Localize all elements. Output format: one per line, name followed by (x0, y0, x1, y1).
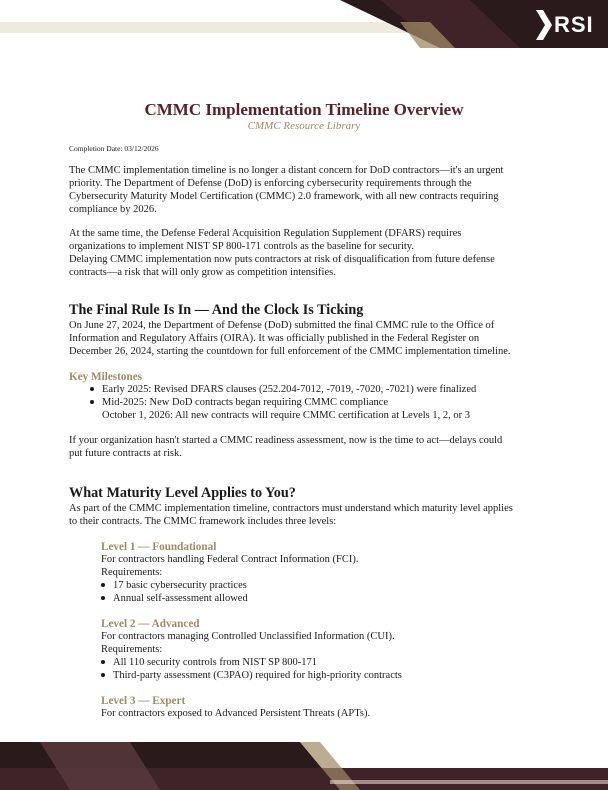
logo-mark-icon (536, 10, 552, 40)
section1-closing-line: put future contracts at risk. (69, 448, 182, 459)
level1-desc: For contractors handling Federal Contract Information (FCI). (101, 554, 359, 565)
intro-line: priority. The Department of Defense (DoD) is enforcing cybersecurity requirements through the (69, 178, 472, 189)
logo-text: RSI (554, 12, 594, 37)
bullet-icon (101, 673, 105, 677)
level1-req-label: Requirements: (101, 567, 163, 578)
milestone-item: Mid-2025: New DoD contracts began requiring CMMC compliance (90, 397, 388, 410)
level1-req: 17 basic cybersecurity practices (101, 580, 247, 593)
completion-date: Completion Date: 03/12/2026 (69, 144, 159, 153)
rsi-logo (536, 10, 598, 40)
intro-line: compliance by 2026. (69, 204, 157, 215)
section2-line: to their contracts. The CMMC framework includes three levels: (69, 516, 337, 527)
milestones-heading: Key Milestones (69, 371, 143, 383)
level1-req: Annual self-assessment allowed (101, 593, 248, 606)
level2-desc: For contractors managing Controlled Unclassified Information (CUI). (101, 631, 395, 642)
bullet-icon (101, 660, 105, 664)
section1-line: Information and Regulatory Affairs (OIRA). It was officially published in the Federal Register on (69, 333, 480, 344)
level2-req-label: Requirements: (101, 644, 163, 655)
para2-line: At the same time, the Defense Federal Acquisition Regulation Supplement (DFARS) requires (69, 228, 462, 239)
level3-desc: For contractors exposed to Advanced Persistent Threats (APTs). (101, 708, 371, 719)
milestone-item: Early 2025: Revised DFARS clauses (252.204-7012, -7019, -7020, -7021) were finalized (90, 384, 476, 397)
para2-line: contracts—a risk that will only grow as competition intensifies. (69, 267, 336, 278)
level2-title: Level 2 — Advanced (101, 618, 200, 630)
para2-line: Delaying CMMC implementation now puts contractors at risk of disqualification from future defense (69, 254, 495, 265)
level3-title: Level 3 — Expert (101, 695, 186, 707)
level2-req: Third-party assessment (C3PAO) required for high-priority contracts (101, 670, 402, 683)
intro-line: The CMMC implementation timeline is no longer a distant concern for DoD contractors—it's an urgent (69, 165, 504, 176)
bullet-icon (90, 387, 94, 391)
bullet-icon (90, 400, 94, 404)
milestone-item: October 1, 2026: All new contracts will require CMMC certification at Levels 1, 2, or 3 (102, 410, 470, 421)
intro-line: Cybersecurity Maturity Model Certification (CMMC) 2.0 framework, with all new contracts requiring (69, 191, 499, 202)
bullet-icon (101, 583, 105, 587)
section2-line: As part of the CMMC implementation timeline, contractors must understand which maturity level applies (69, 503, 513, 514)
bullet-icon (101, 596, 105, 600)
section1-line: On June 27, 2024, the Department of Defense (DoD) submitted the final CMMC rule to the Office of (69, 320, 495, 331)
document-subtitle: CMMC Resource Library (247, 120, 361, 132)
section1-line: December 26, 2024, starting the countdown for full enforcement of the CMMC implementation timeline. (69, 346, 511, 357)
section1-heading: The Final Rule Is In — And the Clock Is Ticking (69, 302, 364, 318)
footer-band (0, 740, 608, 790)
section2-heading: What Maturity Level Applies to You? (69, 485, 296, 501)
para2-line: organizations to implement NIST SP 800-171 controls as the baseline for security. (69, 241, 414, 252)
section1-closing-line: If your organization hasn't started a CMMC readiness assessment, now is the time to act—delays could (69, 435, 503, 446)
level2-req: All 110 security controls from NIST SP 800-171 (101, 657, 317, 670)
header-band (0, 0, 608, 60)
level1-title: Level 1 — Foundational (101, 541, 217, 553)
document-title: CMMC Implementation Timeline Overview (144, 100, 464, 119)
